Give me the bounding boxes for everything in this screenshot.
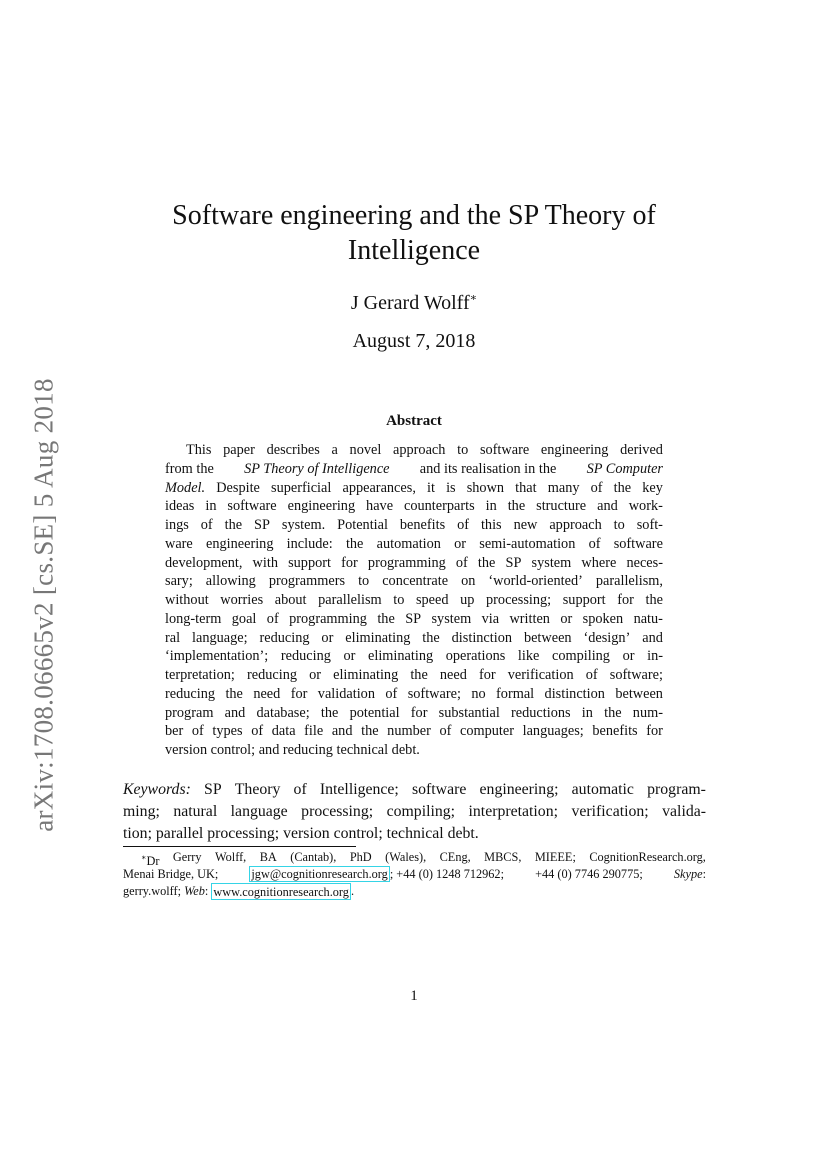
word: to xyxy=(358,573,370,590)
footnote-rule xyxy=(123,846,356,847)
word: languages; xyxy=(522,723,584,740)
email-link[interactable]: jgw@cognitionresearch.org xyxy=(251,867,388,881)
word: counterparts xyxy=(404,498,475,515)
word: worries xyxy=(220,592,264,608)
word: computer xyxy=(460,723,514,740)
word: soft- xyxy=(636,517,663,533)
word: of xyxy=(439,723,452,740)
word: of xyxy=(457,517,470,533)
abstract-line xyxy=(165,610,663,629)
word: for xyxy=(478,667,496,683)
paper-title xyxy=(120,198,708,268)
word: novel xyxy=(349,442,382,458)
word: and its realisation in the xyxy=(419,460,557,477)
word: compiling; xyxy=(386,803,456,820)
word: goal xyxy=(231,610,257,627)
word: sary; xyxy=(165,573,193,590)
word: paper xyxy=(223,442,255,458)
keywords-label: Keywords: xyxy=(123,781,191,798)
footnote-line xyxy=(123,849,706,866)
word: the xyxy=(320,704,339,721)
italic-term: Model. xyxy=(165,479,206,496)
word: software; xyxy=(407,685,461,702)
word: terpretation; xyxy=(165,667,235,683)
abstract-line xyxy=(165,554,663,573)
word: natural xyxy=(173,803,218,820)
footnote-location: Menai Bridge, UK; xyxy=(123,867,219,881)
abstract-line xyxy=(165,460,663,479)
word: written xyxy=(509,610,550,627)
word: ming; xyxy=(123,803,160,820)
word: ware xyxy=(165,535,193,552)
skype-handle: gerry.wolff; xyxy=(123,884,182,898)
keywords xyxy=(123,779,706,845)
italic-term: SP Theory of Intelligence xyxy=(244,460,390,477)
word: is xyxy=(446,479,456,496)
word: Intelligence; xyxy=(319,781,399,798)
word: the xyxy=(345,535,364,552)
word: or xyxy=(309,667,322,683)
footnote-line xyxy=(123,866,706,883)
word: Dr xyxy=(146,854,160,868)
word: this xyxy=(480,517,502,533)
word: potential xyxy=(349,704,400,721)
word: to xyxy=(613,517,625,533)
word: SP xyxy=(254,517,270,533)
word: benefits xyxy=(399,517,446,533)
word: and xyxy=(642,629,663,646)
abstract-line xyxy=(165,629,663,648)
abstract-line xyxy=(165,441,663,460)
arxiv-id-text: arXiv:1708.06665v2 [cs.SE] 5 Aug 2018 xyxy=(28,378,59,832)
word: formal xyxy=(496,685,535,702)
word: validation xyxy=(317,685,375,702)
word: to xyxy=(457,442,469,458)
word: about xyxy=(274,592,307,608)
paper-date: August 7, 2018 xyxy=(352,330,476,352)
word: shown xyxy=(466,479,505,496)
word: PhD xyxy=(349,850,372,864)
abstract-line xyxy=(165,685,663,704)
footnote-contact xyxy=(249,866,504,883)
word: verification; xyxy=(571,803,649,820)
word: software xyxy=(479,442,530,458)
word: engineering; xyxy=(479,781,559,798)
word: Potential xyxy=(337,517,388,533)
abstract-line xyxy=(165,591,663,610)
word: describes xyxy=(266,442,320,458)
author-footnote-mark: ∗ xyxy=(469,292,478,304)
word: program xyxy=(165,704,214,721)
word: distinction xyxy=(451,629,513,646)
word: the xyxy=(377,610,395,627)
word: number xyxy=(387,723,431,740)
word: of xyxy=(266,610,279,627)
keywords-line xyxy=(123,801,706,823)
word: of xyxy=(200,517,213,533)
word: to xyxy=(393,592,405,608)
word: Gerry xyxy=(172,850,202,864)
word: reducing xyxy=(259,629,310,646)
word: compiling xyxy=(551,648,610,665)
word: reducing xyxy=(280,648,331,665)
word: neces- xyxy=(626,554,663,571)
word: on xyxy=(461,573,476,590)
word: no xyxy=(471,685,486,702)
word: or xyxy=(454,535,467,552)
separator: : xyxy=(702,867,706,881)
word: and xyxy=(597,498,618,515)
word: derived xyxy=(620,442,663,458)
word: SP xyxy=(505,554,522,571)
word: engineering xyxy=(287,498,356,515)
word: software; xyxy=(609,667,663,683)
word: software xyxy=(227,498,277,515)
footnote-mark: ∗ xyxy=(141,853,147,862)
word: up xyxy=(460,592,475,608)
word: from the xyxy=(165,460,214,477)
word: and xyxy=(331,723,353,740)
word: the xyxy=(225,685,243,702)
word: Wolff, xyxy=(215,850,247,864)
footnote xyxy=(123,849,706,900)
word: and xyxy=(224,704,246,721)
skype-field xyxy=(674,866,706,883)
separator: : xyxy=(204,884,209,898)
keywords-line xyxy=(123,823,706,845)
word: valida- xyxy=(662,803,706,820)
abstract-line xyxy=(165,666,663,685)
website-link[interactable]: www.cognitionresearch.org xyxy=(213,885,349,899)
word: long-term xyxy=(165,610,222,627)
word: BA xyxy=(259,850,277,864)
word: support xyxy=(288,554,331,571)
skype-label: Skype xyxy=(673,867,703,881)
word: Theory xyxy=(234,781,281,798)
word: of xyxy=(585,667,598,683)
word: approach xyxy=(393,442,446,458)
arxiv-identifier xyxy=(8,370,80,840)
word: the xyxy=(477,554,496,571)
word: new xyxy=(513,517,538,533)
word: types xyxy=(212,723,243,740)
word: ‘world-oriented’ xyxy=(488,573,583,590)
word: database; xyxy=(256,704,310,721)
word: key xyxy=(642,479,663,496)
abstract-line xyxy=(165,647,663,666)
word: concentrate xyxy=(382,573,449,590)
word: superficial xyxy=(271,479,332,496)
word: have xyxy=(366,498,394,515)
word: the xyxy=(645,592,663,608)
word: eliminating xyxy=(368,648,434,665)
phone-number: +44 (0) 7746 290775; xyxy=(535,867,643,881)
word: version control; and reducing technical debt. xyxy=(165,742,420,758)
word: processing; xyxy=(301,803,374,820)
word: it xyxy=(427,479,435,496)
word: or xyxy=(321,629,334,646)
web-label: Web xyxy=(184,884,205,898)
word: eliminating xyxy=(333,667,399,683)
word: like xyxy=(517,648,540,665)
word: (Cantab), xyxy=(290,850,337,864)
word: of xyxy=(385,685,398,702)
word: via xyxy=(481,610,500,627)
word: for xyxy=(617,592,634,608)
word: ings xyxy=(165,517,189,533)
word: the xyxy=(613,479,632,496)
word: between xyxy=(615,685,663,702)
page-number: 1 xyxy=(410,988,418,1004)
word: ber xyxy=(165,723,184,740)
word: tion; parallel processing; version control; technical debt. xyxy=(123,825,479,842)
word: data xyxy=(271,723,296,740)
separator: . xyxy=(350,884,355,898)
word: the xyxy=(604,704,622,721)
word: semi-automation xyxy=(479,535,576,552)
word: engineering xyxy=(540,442,609,458)
footnote-lead xyxy=(141,849,159,866)
word: for xyxy=(646,723,663,740)
word: the xyxy=(422,629,440,646)
word: engineering xyxy=(205,535,274,552)
abstract-body xyxy=(165,441,663,760)
word: ral xyxy=(165,629,181,646)
word: reductions xyxy=(511,704,571,721)
word: development, xyxy=(165,554,243,571)
word: ‘implementation’; xyxy=(165,648,269,665)
abstract-line xyxy=(165,722,663,741)
word: parallelism xyxy=(318,592,382,608)
phone-number: ; +44 (0) 1248 712962; xyxy=(389,867,504,881)
word: work- xyxy=(628,498,663,515)
word: that xyxy=(515,479,537,496)
word: ideas xyxy=(165,498,195,515)
word: of xyxy=(293,781,307,798)
word: in xyxy=(205,498,217,515)
word: for xyxy=(341,554,358,571)
word: approach xyxy=(549,517,602,533)
word: operations xyxy=(445,648,506,665)
abstract-line xyxy=(165,704,663,723)
word: or xyxy=(343,648,356,665)
word: the xyxy=(507,498,526,515)
author-name: J Gerard Wolff xyxy=(350,292,470,314)
word: software xyxy=(411,781,467,798)
word: system xyxy=(531,554,572,571)
word: speed xyxy=(415,592,449,608)
word: verification xyxy=(507,667,574,683)
word: programming xyxy=(367,554,446,571)
word: of xyxy=(588,535,601,552)
word: allowing xyxy=(205,573,256,590)
word: CEng, xyxy=(439,850,471,864)
word: interpretation; xyxy=(468,803,558,820)
word: parallelism, xyxy=(595,573,663,590)
word: CognitionResearch.org, xyxy=(589,850,706,864)
word: num- xyxy=(632,704,663,721)
word: software xyxy=(613,535,663,552)
word: reducing xyxy=(246,667,297,683)
word: MBCS, xyxy=(484,850,522,864)
word: Despite xyxy=(216,479,260,496)
word: automatic xyxy=(571,781,634,798)
word: where xyxy=(581,554,617,571)
word: in- xyxy=(647,648,663,665)
word: support xyxy=(562,592,606,608)
word: in xyxy=(485,498,497,515)
word: spoken xyxy=(582,610,624,627)
word: the xyxy=(410,667,428,683)
word: for xyxy=(410,704,428,721)
word: programmers xyxy=(268,573,346,590)
word: program- xyxy=(647,781,706,798)
word: SP xyxy=(405,610,422,627)
word: of xyxy=(590,479,603,496)
word: distinction xyxy=(544,685,605,702)
word: MIEEE; xyxy=(534,850,576,864)
italic-term: SP Computer xyxy=(586,460,663,477)
word: or xyxy=(622,648,635,665)
abstract-line xyxy=(165,516,663,535)
word: (Wales), xyxy=(385,850,427,864)
word: the xyxy=(361,723,379,740)
word: language xyxy=(230,803,288,820)
word: many xyxy=(547,479,580,496)
word: substantial xyxy=(438,704,500,721)
word: of xyxy=(251,723,264,740)
abstract-line xyxy=(165,572,663,591)
word: This xyxy=(186,442,212,458)
word: between xyxy=(523,629,572,646)
word: with xyxy=(252,554,278,571)
word: structure xyxy=(536,498,587,515)
word: automation xyxy=(376,535,441,552)
word: benefits xyxy=(592,723,638,740)
abstract-line xyxy=(165,535,663,554)
word: of xyxy=(191,723,204,740)
author xyxy=(120,291,708,315)
word: SP xyxy=(204,781,222,798)
word: for xyxy=(290,685,308,702)
word: appearances, xyxy=(342,479,416,496)
word: or xyxy=(560,610,573,627)
word: system. xyxy=(281,517,326,533)
title-line-1: Software engineering and the SP Theory of xyxy=(172,200,656,231)
word: of xyxy=(455,554,468,571)
abstract-heading: Abstract xyxy=(386,413,442,429)
keywords-line xyxy=(123,779,706,801)
word: need xyxy=(253,685,281,702)
abstract-line xyxy=(165,497,663,516)
word: in xyxy=(581,704,593,721)
word: include: xyxy=(286,535,333,552)
footnote-line xyxy=(123,883,706,900)
word: natu- xyxy=(633,610,663,627)
word: programming xyxy=(289,610,367,627)
word: ‘design’ xyxy=(583,629,631,646)
abstract-line xyxy=(165,741,663,760)
abstract-line xyxy=(165,479,663,498)
word: eliminating xyxy=(345,629,411,646)
word: language; xyxy=(192,629,248,646)
word: system xyxy=(431,610,472,627)
title-line-2: Intelligence xyxy=(347,235,481,266)
word: reducing xyxy=(165,685,216,702)
word: without xyxy=(165,592,209,608)
word: the xyxy=(224,517,243,533)
word: a xyxy=(331,442,338,458)
word: file xyxy=(304,723,324,740)
word: need xyxy=(439,667,467,683)
word: processing; xyxy=(486,592,552,608)
